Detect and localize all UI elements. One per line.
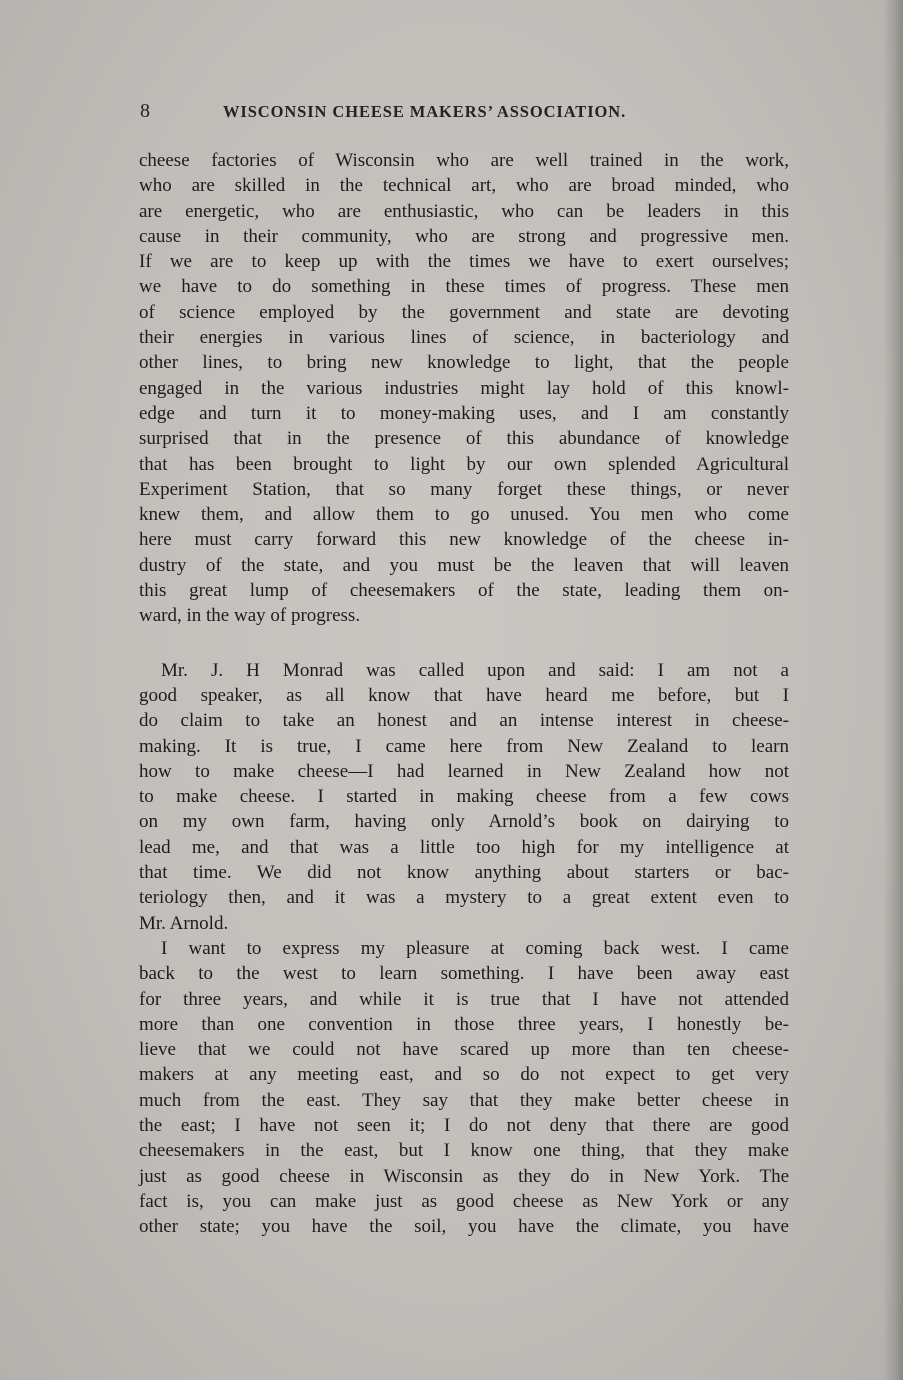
text-line: making. It is true, I came here from New Zealand to learn (139, 735, 789, 757)
text-line: makers at any meeting east, and so do not expect to get very (139, 1064, 789, 1086)
text-line: engaged in the various industries might lay hold of this knowl- (139, 377, 789, 399)
page-number: 8 (140, 100, 150, 122)
text-line: much from the east. They say that they make better cheese in (139, 1089, 789, 1111)
text-line: just as good cheese in Wisconsin as they do in New York. The (139, 1165, 789, 1187)
text-line: If we are to keep up with the times we have to exert ourselves; (139, 251, 789, 273)
text-line: the east; I have not seen it; I do not deny that there are good (139, 1114, 789, 1136)
text-line: dustry of the state, and you must be the leaven that will leaven (139, 554, 789, 576)
text-line: lead me, and that was a little too high for my intelligence at (139, 836, 789, 858)
text-line: on my own farm, having only Arnold’s book on dairying to (139, 811, 789, 833)
text-line: I want to express my pleasure at coming back west. I came (161, 937, 789, 959)
text-line: surprised that in the presence of this abundance of knowledge (139, 428, 789, 450)
paragraph-continued (139, 148, 789, 629)
text-line: fact is, you can make just as good cheese as New York or any (139, 1190, 789, 1212)
text-line: Mr. Arnold. (139, 912, 229, 934)
text-line: how to make cheese—I had learned in New Zealand how not (139, 760, 789, 782)
text-line: are energetic, who are enthusiastic, who can be leaders in this (139, 200, 789, 222)
paragraph-gap (139, 629, 789, 658)
text-line: back to the west to learn something. I have been away east (139, 963, 789, 985)
text-line: who are skilled in the technical art, who are broad minded, who (139, 175, 789, 197)
text-line: this great lump of cheesemakers of the state, leading them on- (139, 580, 789, 602)
text-line: cheesemakers in the east, but I know one thing, that they make (139, 1140, 789, 1162)
paragraph-coming-back-west (139, 936, 789, 1240)
paragraph-monrad-intro (139, 658, 789, 936)
text-line: other state; you have the soil, you have the climate, you have (139, 1216, 789, 1238)
running-head: WISCONSIN CHEESE MAKERS’ ASSOCIATION. (223, 102, 627, 121)
text-line: their energies in various lines of science, in bacteriology and (139, 327, 789, 349)
text-line: Mr. J. H Monrad was called upon and said: I am not a (161, 659, 789, 681)
page-header (140, 100, 720, 130)
text-line: teriology then, and it was a mystery to a great extent even to (139, 887, 789, 909)
text-line: to make cheese. I started in making cheese from a few cows (139, 786, 789, 808)
text-line: other lines, to bring new knowledge to light, that the people (139, 352, 789, 374)
text-line: that has been brought to light by our own splended Agricultural (139, 453, 789, 475)
text-line: cause in their community, who are strong and progressive men. (139, 225, 789, 247)
text-line: good speaker, as all know that have heard me before, but I (139, 684, 789, 706)
text-line: Experiment Station, that so many forget these things, or never (139, 478, 789, 500)
text-line: of science employed by the government and state are devoting (139, 301, 789, 323)
text-line: knew them, and allow them to go unused. You men who come (139, 504, 789, 526)
text-line: that time. We did not know anything about starters or bac- (139, 862, 789, 884)
text-line: lieve that we could not have scared up more than ten cheese- (139, 1039, 789, 1061)
text-line: do claim to take an honest and an intense interest in cheese- (139, 710, 789, 732)
text-line: more than one convention in those three years, I honestly be- (139, 1013, 789, 1035)
text-line: here must carry forward this new knowledge of the cheese in- (139, 529, 789, 551)
page-edge-shadow (883, 0, 903, 1380)
text-line: edge and turn it to money-making uses, and I am constantly (139, 402, 789, 424)
body-text (139, 148, 789, 1239)
text-line: cheese factories of Wisconsin who are well trained in the work, (139, 150, 789, 171)
text-line: we have to do something in these times of progress. These men (139, 276, 789, 298)
text-line: for three years, and while it is true that I have not attended (139, 988, 789, 1010)
text-line: ward, in the way of progress. (139, 605, 361, 627)
